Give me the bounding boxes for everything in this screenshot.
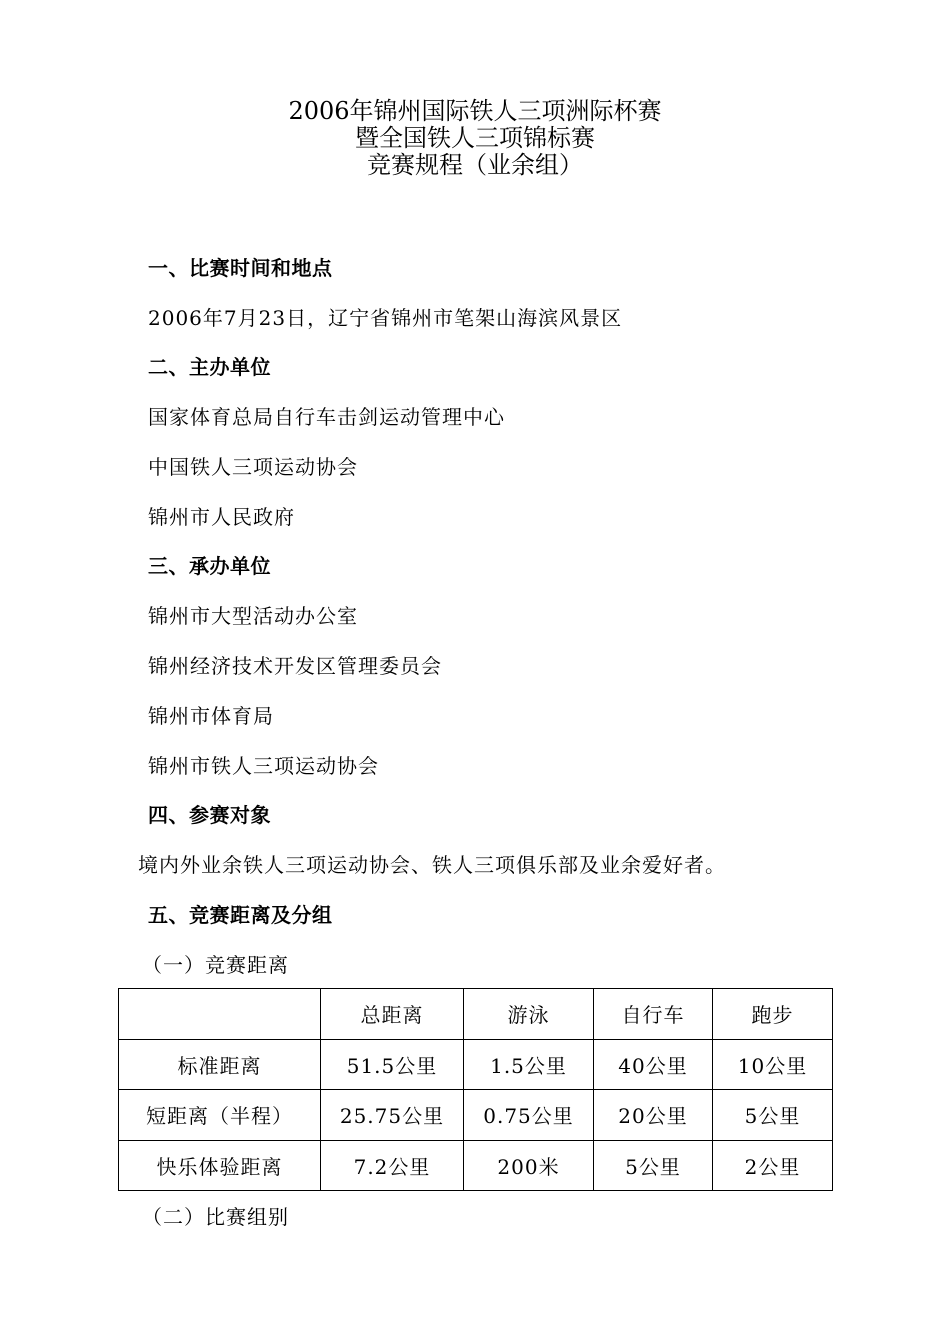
section-heading-distance-groups: 五、竞赛距离及分组 <box>148 903 333 927</box>
time-place-text: 2006年7月23日，辽宁省锦州市笔架山海滨风景区 <box>148 306 623 330</box>
host-item: 锦州市大型活动办公室 <box>148 604 358 628</box>
table-cell: 20公里 <box>594 1090 713 1141</box>
participants-text: 境内外业余铁人三项运动协会、铁人三项俱乐部及业余爱好者。 <box>138 853 726 877</box>
table-cell: 51.5公里 <box>321 1039 464 1090</box>
table-cell: 25.75公里 <box>321 1090 464 1141</box>
table-cell: 7.2公里 <box>321 1140 464 1191</box>
table-cell: 短距离（半程） <box>119 1090 321 1141</box>
organizer-item: 中国铁人三项运动协会 <box>148 455 358 479</box>
table-cell: 标准距离 <box>119 1039 321 1090</box>
section-heading-participants: 四、参赛对象 <box>148 803 271 827</box>
title-line-1: 2006年锦州国际铁人三项洲际杯赛 <box>288 97 662 125</box>
table-header-cell: 自行车 <box>594 989 713 1040</box>
table-row <box>119 1039 833 1090</box>
table-header-cell: 游泳 <box>464 989 594 1040</box>
organizer-item: 锦州市人民政府 <box>148 505 295 529</box>
title-line-2: 暨全国铁人三项锦标赛 <box>355 124 595 152</box>
table-cell: 快乐体验距离 <box>119 1140 321 1191</box>
table-cell: 200米 <box>464 1140 594 1191</box>
table-header-cell: 总距离 <box>321 989 464 1040</box>
document-title <box>0 98 950 179</box>
table-cell: 2公里 <box>713 1140 833 1191</box>
host-item: 锦州市铁人三项运动协会 <box>148 754 379 778</box>
host-item: 锦州市体育局 <box>148 704 274 728</box>
table-cell: 1.5公里 <box>464 1039 594 1090</box>
table-row <box>119 1140 833 1191</box>
section-heading-organizers: 二、主办单位 <box>148 355 271 379</box>
table-header-row <box>119 989 833 1040</box>
host-item: 锦州经济技术开发区管理委员会 <box>148 654 442 678</box>
table-cell: 5公里 <box>594 1140 713 1191</box>
distance-table <box>118 988 833 1191</box>
organizer-item: 国家体育总局自行车击剑运动管理中心 <box>148 405 505 429</box>
table-row <box>119 1090 833 1141</box>
section-heading-time-place: 一、比赛时间和地点 <box>148 256 333 280</box>
section-heading-hosts: 三、承办单位 <box>148 554 271 578</box>
table-cell: 0.75公里 <box>464 1090 594 1141</box>
table-header-cell: 跑步 <box>713 989 833 1040</box>
title-line-3: 竞赛规程（业余组） <box>367 151 583 179</box>
table-header-cell <box>119 989 321 1040</box>
subheading-groups: （二）比赛组别 <box>142 1205 289 1229</box>
table-cell: 5公里 <box>713 1090 833 1141</box>
subheading-distance: （一）竞赛距离 <box>142 953 289 977</box>
table-cell: 10公里 <box>713 1039 833 1090</box>
table-cell: 40公里 <box>594 1039 713 1090</box>
